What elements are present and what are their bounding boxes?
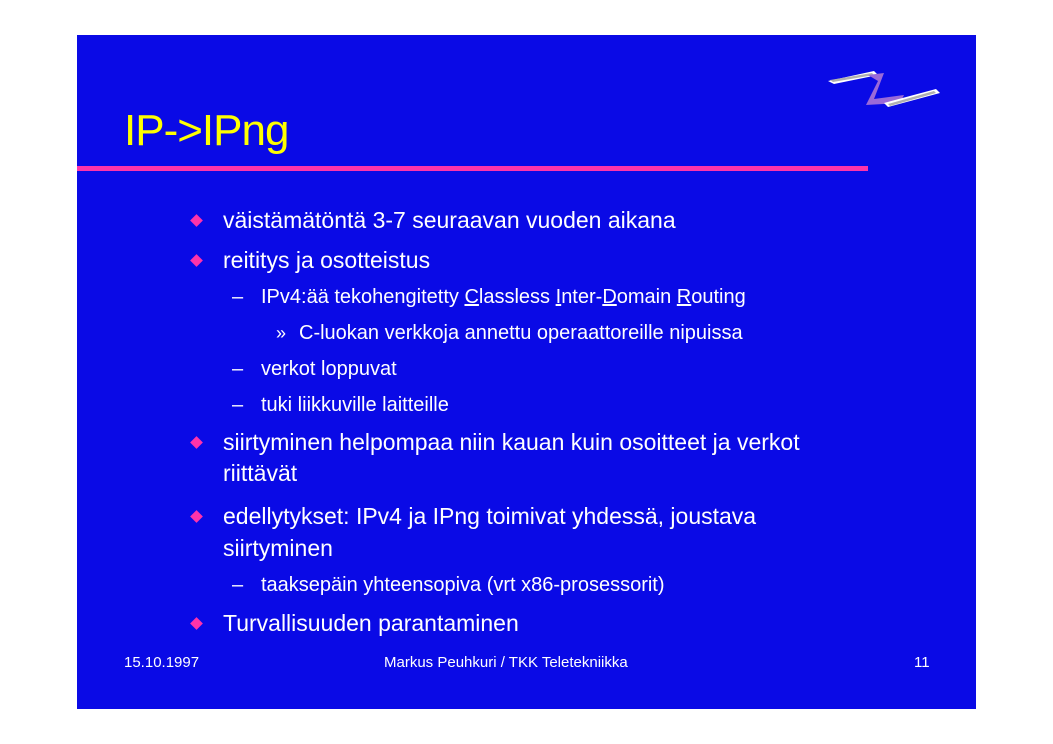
footer-page-number: 11: [914, 654, 930, 671]
bullet-item: edellytykset: IPv4 ja IPng toimivat yhdessä, joustava: [223, 503, 757, 529]
raquo-marker: »: [276, 323, 287, 343]
dash-marker: –: [232, 286, 244, 308]
page-title: IP->IPng: [124, 106, 289, 155]
diamond-bullet-icon: [190, 617, 203, 630]
bullet-item-continuation: siirtyminen: [223, 535, 333, 561]
sub-sub-item: C-luokan verkkoja annettu operaattoreille nipuissa: [299, 322, 743, 344]
footer-author: Markus Peuhkuri / TKK Teletekniikka: [384, 654, 628, 671]
bullet-item: reititys ja osotteistus: [223, 247, 431, 273]
dash-marker: –: [232, 358, 244, 380]
tkk-telecom-logo-icon: [828, 69, 940, 109]
title-divider: [77, 166, 868, 171]
dash-marker: –: [232, 574, 244, 596]
footer-date: 15.10.1997: [124, 654, 200, 671]
diamond-bullet-icon: [190, 436, 203, 449]
diamond-bullet-icon: [190, 254, 203, 267]
bullet-item: siirtyminen helpompaa niin kauan kuin osoitteet ja verkot: [223, 429, 800, 455]
diamond-bullet-icon: [190, 510, 203, 523]
sub-item: taaksepäin yhteensopiva (vrt x86-prosessorit): [261, 574, 665, 596]
diamond-bullet-icon: [190, 214, 203, 227]
bullet-item: Turvallisuuden parantaminen: [223, 610, 519, 636]
slide: [77, 35, 976, 709]
sub-item: tuki liikkuville laitteille: [261, 394, 449, 416]
sub-item: IPv4:ää tekohengitetty Classless Inter-Domain Routing: [261, 286, 746, 308]
sub-item: verkot loppuvat: [261, 358, 397, 380]
bullet-item: väistämätöntä 3-7 seuraavan vuoden aikana: [223, 207, 676, 233]
dash-marker: –: [232, 394, 244, 416]
bullet-item-continuation: riittävät: [223, 460, 298, 486]
